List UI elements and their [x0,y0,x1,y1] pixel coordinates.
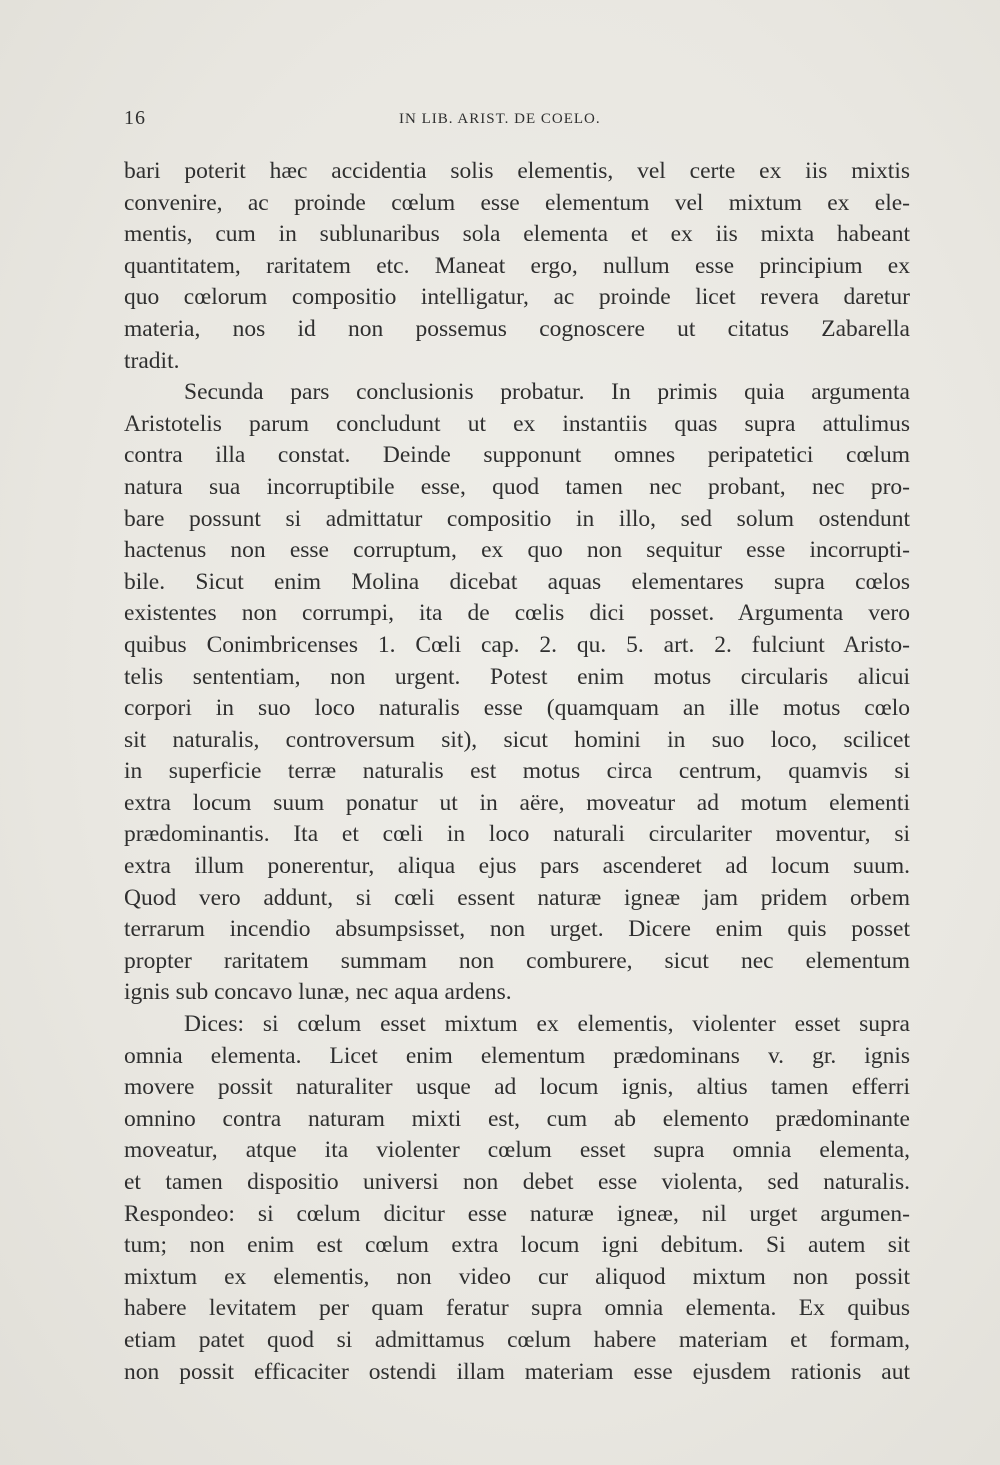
text-line: mixtum ex elementis, non video cur aliquod mixtum non possit [124,1263,910,1290]
text-line: quo cœlorum compositio intelligatur, ac proinde licet revera daretur [124,284,910,311]
text-line: corpori in suo loco naturalis esse (quamquam an ille motus cœlo [124,695,910,722]
text-line: quantitatem, raritatem etc. Maneat ergo, nullum esse principium ex [124,252,910,279]
text-line: Quod vero addunt, si cœli essent naturæ igneæ jam pridem orbem [124,884,910,911]
page-number: 16 [124,107,146,129]
text-line: bare possunt si admittatur compositio in illo, sed solum ostendunt [124,505,910,532]
text-line: prædominantis. Ita et cœli in loco naturali circulariter moventur, si [124,821,910,848]
text-line: non possit efficaciter ostendi illam materiam esse ejusdem rationis aut [124,1358,910,1385]
text-line: moveatur, atque ita violenter cœlum esset supra omnia elementa, [124,1137,910,1164]
text-line: omnino contra naturam mixti est, cum ab elemento prædominante [124,1105,910,1132]
page-header [124,107,910,137]
text-line: contra illa constat. Deinde supponunt omnes peripatetici cœlum [124,442,910,469]
text-line: Dices: si cœlum esset mixtum ex elementis, violenter esset supra [184,1011,910,1038]
text-line: hactenus non esse corruptum, ex quo non sequitur esse incorrupti- [124,537,910,564]
text-line: Aristotelis parum concludunt ut ex instantiis quas supra attulimus [124,410,910,437]
text-line: sit naturalis, controversum sit), sicut homini in suo loco, scilicet [124,726,910,753]
text-line: convenire, ac proinde cœlum esse elementum vel mixtum ex ele- [124,189,910,216]
text-line: etiam patet quod si admittamus cœlum habere materiam et formam, [124,1326,910,1353]
text-line: omnia elementa. Licet enim elementum prædominans v. gr. ignis [124,1042,910,1069]
text-line: quibus Conimbricenses 1. Cœli cap. 2. qu. 5. art. 2. fulciunt Aristo- [124,631,910,658]
text-line: Secunda pars conclusionis probatur. In primis quia argumenta [184,379,910,406]
text-line: natura sua incorruptibile esse, quod tamen nec probant, nec pro- [124,473,910,500]
text-line: propter raritatem summam non comburere, sicut nec elementum [124,947,910,974]
text-line: materia, nos id non possemus cognoscere ut citatus Zabarella [124,315,910,342]
text-line: tradit. [124,347,180,374]
text-line: Respondeo: si cœlum dicitur esse naturæ igneæ, nil urget argumen- [124,1200,910,1227]
running-head: IN LIB. ARIST. DE COELO. [399,111,601,127]
text-line: bari poterit hæc accidentia solis elementis, vel certe ex iis mixtis [124,158,910,184]
text-line: habere levitatem per quam feratur supra omnia elementa. Ex quibus [124,1295,910,1322]
text-line: movere possit naturaliter usque ad locum ignis, altius tamen efferri [124,1074,910,1101]
text-line: tum; non enim est cœlum extra locum igni debitum. Si autem sit [124,1232,910,1259]
text-line: bile. Sicut enim Molina dicebat aquas elementares supra cœlos [124,568,910,595]
text-line: mentis, cum in sublunaribus sola elementa et ex iis mixta habeant [124,221,910,248]
text-line: terrarum incendio absumpsisset, non urget. Dicere enim quis posset [124,916,910,943]
text-line: et tamen dispositio universi non debet esse violenta, sed naturalis. [124,1169,910,1195]
text-line: telis sententiam, non urgent. Potest enim motus circularis alicui [124,663,910,690]
text-line: extra locum suum ponatur ut in aëre, moveatur ad motum elementi [124,789,910,816]
text-line: in superficie terræ naturalis est motus circa centrum, quamvis si [124,758,910,785]
text-line: ignis sub concavo lunæ, nec aqua ardens. [124,979,512,1006]
text-line: extra illum ponerentur, aliqua ejus pars ascenderet ad locum suum. [124,853,910,880]
text-line: existentes non corrumpi, ita de cœlis dici posset. Argumenta vero [124,600,910,627]
body-text [124,156,910,1388]
